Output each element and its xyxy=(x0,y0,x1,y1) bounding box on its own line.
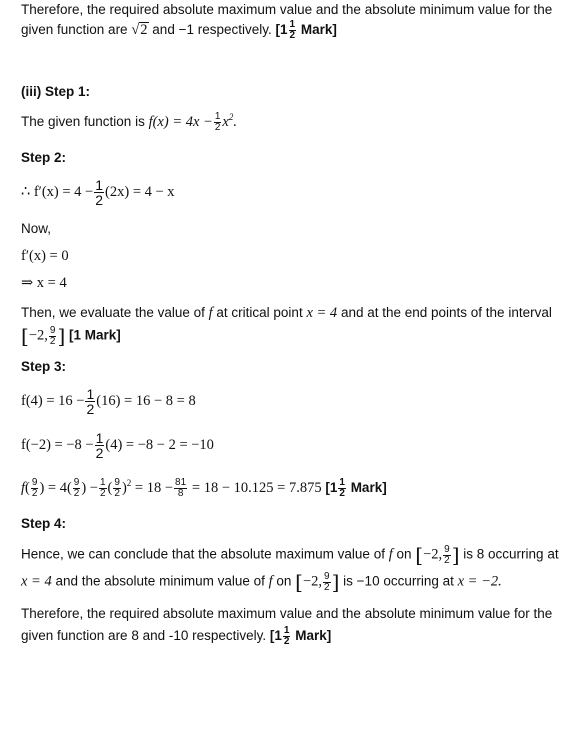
text-line: x = 4 and the absolute minimum value of f on [−2, $\frac{9}{2}$ ] is −10 occurring at x = −2. xyxy=(21,570,502,594)
math-line xyxy=(21,178,175,207)
text-line: given function are 8 and -10 respectively. [1 $\frac{1}{2}$ Mark] xyxy=(21,625,332,647)
step-heading: Step 4: xyxy=(21,516,67,531)
step-heading: (iii) Step 1: xyxy=(21,84,91,99)
math-expression: f(x) = 4x − xyxy=(148,114,213,131)
math-line: ⇒ x = 4 xyxy=(21,275,67,291)
text-span: and −1 respectively. xyxy=(148,22,276,38)
text-line: Hence, we can conclude that the absolute maximum value of f on [−2, $\frac{9}{2}$ ] is 8 occurring at xyxy=(21,543,559,567)
text-line: Therefore, the required absolute maximum value and the absolute minimum value for the xyxy=(21,2,553,17)
mark-label: [1 $\frac{1}{2}$ Mark] xyxy=(275,19,337,41)
math-line: f(−2) = −8 − $\frac{1}{2}$ (4) = −8 − 2 = −10 xyxy=(21,430,214,461)
math-expression: $x^2$. xyxy=(222,112,237,131)
text-line: Therefore, the required absolute maximum value and the absolute minimum value for the xyxy=(21,606,553,621)
fraction: $\frac{1}{2}$ xyxy=(214,111,221,133)
text-line: Then, we evaluate the value of f at critical point x = 4 and at the end points of the interval xyxy=(21,305,552,321)
mark-label: [1 $\frac{1}{2}$ Mark] xyxy=(269,625,332,647)
text-span: The given function is xyxy=(21,114,149,130)
math-line: f( $\frac{9}{2}$ ) = 4( $\frac{9}{2}$ ) − $\frac{1}{2}$ ( $\frac{9}{2}$ )$^2$ = 18 − $\frac{81}{8}$ = 18 − 10.125 = 7.875 [1 $\frac{1}{2}$ Mark] xyxy=(21,477,387,499)
fraction: $\frac{1}{2}$ xyxy=(95,177,104,208)
math-expression: (2x) = 4 − x xyxy=(105,184,175,201)
sqrt-expression: √2 xyxy=(131,22,148,39)
math-line: f(4) = 16 − $\frac{1}{2}$ (16) = 16 − 8 = 8 xyxy=(21,386,196,417)
text-line: Now, xyxy=(21,221,52,236)
text-line xyxy=(21,112,237,133)
text-span: given function are xyxy=(21,22,132,38)
math-expression: ∴ f′(x) = 4 − xyxy=(21,184,94,201)
mark-label: [1 $\frac{1}{2}$ Mark] xyxy=(325,477,387,499)
interval-line: [−2, $\frac{9}{2}$ ] [1 Mark] xyxy=(21,324,121,348)
step-heading: Step 3: xyxy=(21,359,67,374)
step-heading: Step 2: xyxy=(21,150,67,165)
mark-label: [1 Mark] xyxy=(69,327,121,343)
text-line xyxy=(21,20,337,41)
math-line: f′(x) = 0 xyxy=(21,248,69,264)
